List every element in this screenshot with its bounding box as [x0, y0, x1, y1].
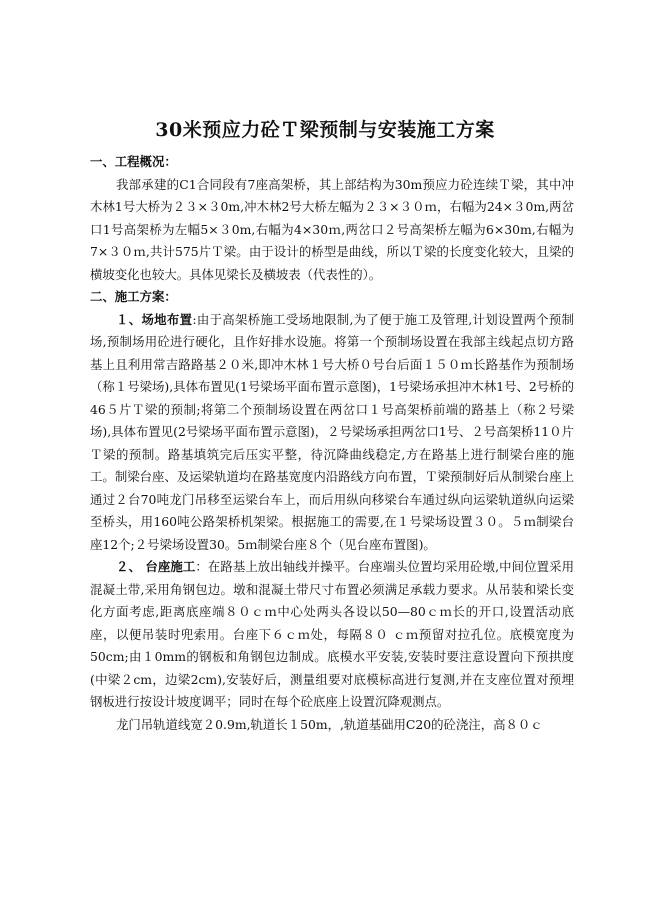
pedestal-subheading: ２、 台座施工 [116, 559, 196, 574]
overview-paragraph: 我部承建的C1合同段有7座高架桥，其上部结构为30m预应力砼连续Ｔ梁，其中冲木林1号大桥为２３×３0m,冲木林2号大桥左幅为２３×３０ｍ，右幅为24×３0m,两岔口1号高架桥为左幅5×３0m,右幅为4×30ｍ,两岔口２号高架桥左幅为6×30m,右幅为7×３０ｍ,共计575片Ｔ梁。由于设计的桥型是曲线，所以Ｔ梁的长度变化较大，且梁的横坡变化也较大。具体见梁长及横坡表（代表性的）。 [90, 176, 574, 282]
document-body [90, 151, 574, 736]
site-layout-paragraph [90, 309, 574, 557]
pedestal-paragraph [90, 556, 574, 714]
site-layout-subheading: １、场地布置 [116, 311, 193, 327]
section-heading-plan: 二、施工方案： [90, 289, 177, 304]
section-heading-overview: 一、工程概况： [90, 154, 177, 169]
site-layout-text: :由于高架桥施工受场地限制,为了便于施工及管理,计划设置两个预制场,预制场用砼进行硬化，且作好排水设施。将第一个预制场设置在我部主线起点切方路基上且利用常吉路路基２０米,即冲木林１号大桥０号台后面１５０ｍ长路基作为预制场（称１号梁场),具体布置见(1号梁场平面布置示意图)，1号梁场承担冲木林1号、2号桥的46５片Ｔ梁的预制;将第二个预制场设置在两岔口１号高架桥前端的路基上（称２号梁场),具体布置见(2号梁场平面布置示意图)，２号梁场承担两岔口1号、２号高架桥11０片Ｔ梁的预制。路基填筑完后压实平整，待沉降曲线稳定,方在路基上进行制梁台座的施工。制梁台座、及运梁轨道均在路基宽度内沿路线方向布置，Ｔ梁预制好后从制梁台座上通过２台70吨龙门吊移至运梁台车上，而后用纵向移梁台车通过纵向运梁轨道纵向运梁至桥头，用160吨公路架桥机架梁。根据施工的需要,在１号梁场设置３０。５ｍ制梁台座12个;２号梁场设置30。5ｍ制梁台座８个（见台座布置图)。 [90, 311, 574, 552]
gantry-rail-paragraph: 龙门吊轨道线宽２0.9m,轨道长１50m，,轨道基础用C20的砼浇注，高８０ｃ [116, 716, 543, 732]
document-title: 30米预应力砼Ｔ梁预制与安装施工方案 [155, 119, 495, 141]
pedestal-text: ：在路基上放出轴线并操平。台座端头位置均采用砼墩,中间位置采用混凝土带,采用角钢包边。墩和混凝土带尺寸布置必须满足承载力要求。从吊装和梁长变化方面考虑,距离底座端８０ｃｍ中心处两头各设以50—80ｃｍ长的开口,设置活动底座，以便吊装时兜索用。台座下６ｃｍ处，每隔８０ ｃｍ预留对拉孔位。底模宽度为50cm;由１0mm的钢板和角钢包边制成。底模水平安装,安装时要注意设置向下预拱度(中梁２cm，边梁2cm),安装好后，测量组要对底模标高进行复测,并在支座位置对预埋钢板进行按设计坡度调平；同时在每个砼底座上设置沉降观测点。 [90, 559, 574, 709]
